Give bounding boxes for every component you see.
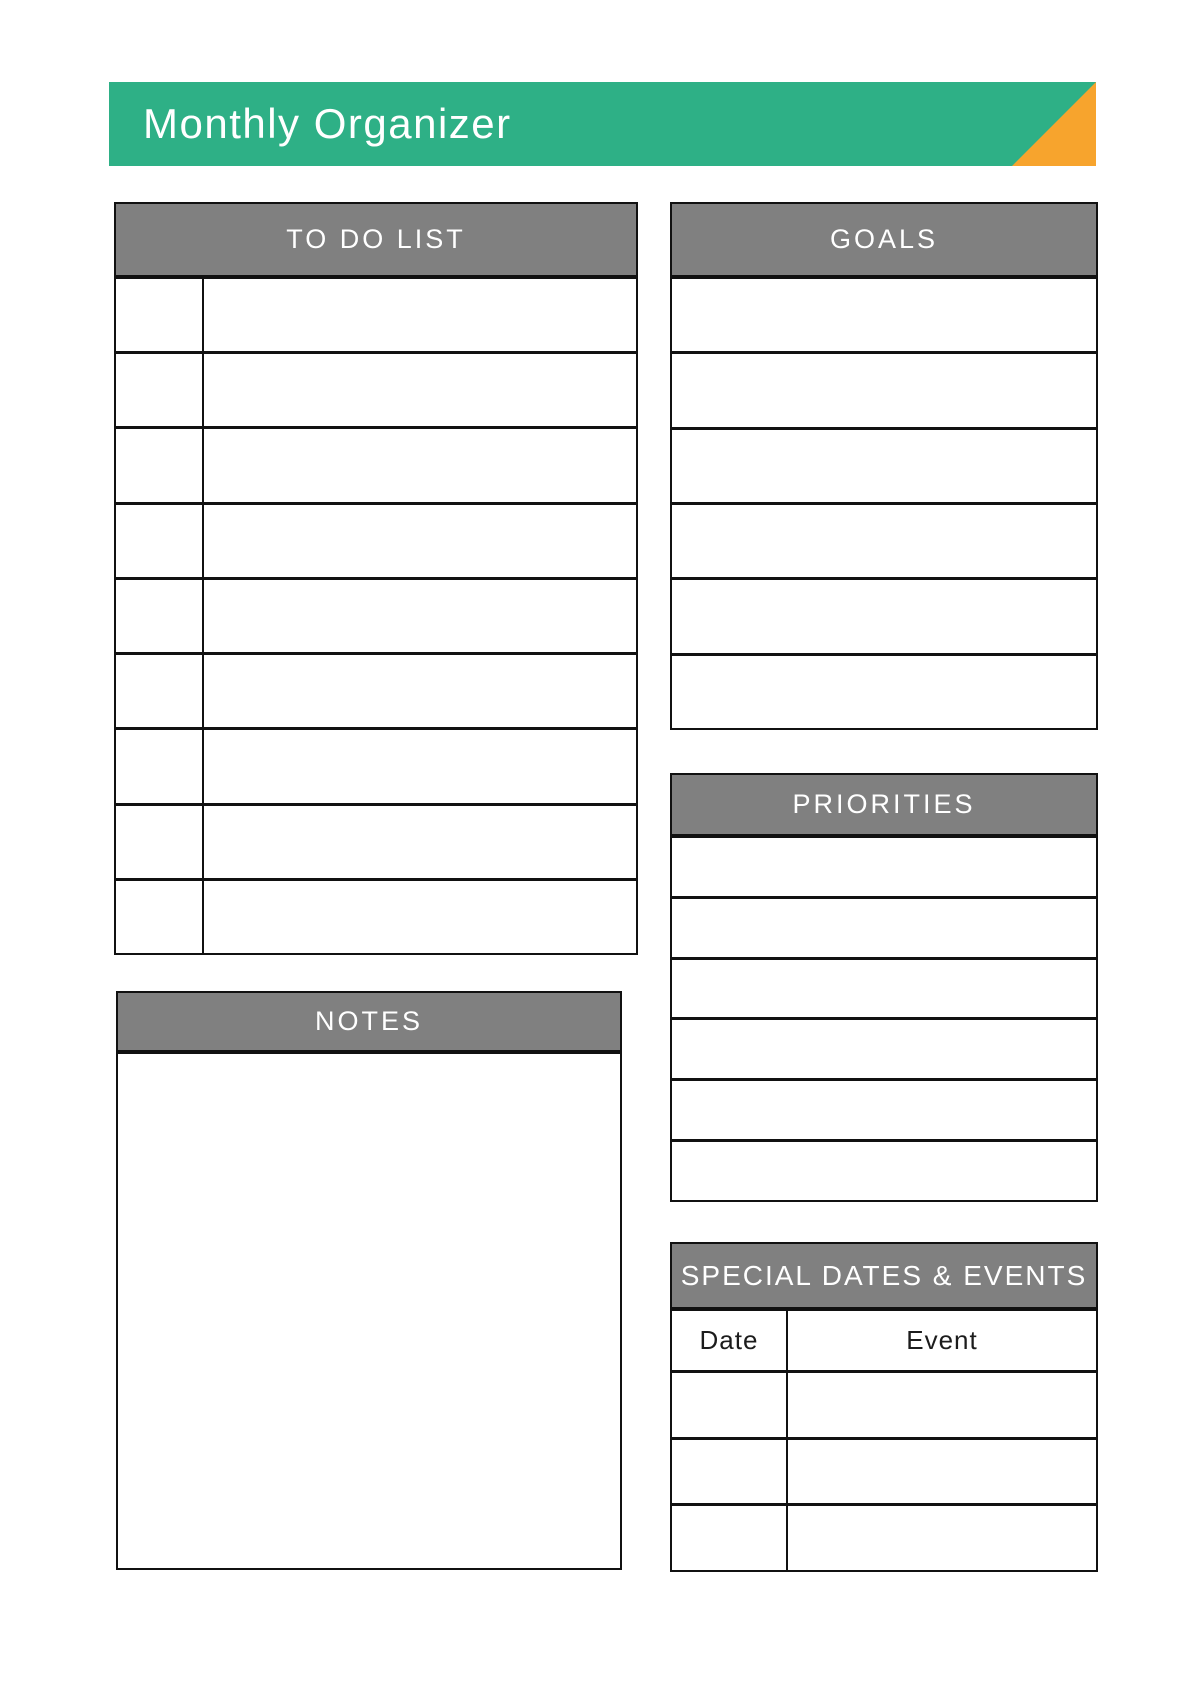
priorities-line-cell: [672, 838, 1096, 896]
todo-task-cell: [204, 505, 636, 577]
todo-checkbox-cell: [116, 279, 204, 351]
todo-section-header: [114, 202, 638, 277]
todo-section-title: TO DO LIST: [286, 224, 466, 254]
special-dates-row: [672, 1503, 1096, 1570]
todo-row: [116, 803, 636, 878]
corner-triangle-decoration: [1012, 82, 1096, 166]
priorities-row: [672, 1078, 1096, 1139]
todo-task-cell: [204, 279, 636, 351]
todo-task-cell: [204, 655, 636, 727]
notes-writing-area: [116, 1052, 622, 1570]
priorities-line-cell: [672, 960, 1096, 1018]
todo-row: [116, 878, 636, 953]
priorities-table: [670, 836, 1098, 1202]
todo-checkbox-cell: [116, 429, 204, 501]
priorities-row: [672, 838, 1096, 896]
todo-checkbox-cell: [116, 505, 204, 577]
todo-row: [116, 426, 636, 501]
event-column-header: Event: [906, 1325, 978, 1355]
special-dates-section-header: [670, 1242, 1098, 1309]
event-cell: [788, 1440, 1096, 1504]
todo-row: [116, 652, 636, 727]
notes-section-title: NOTES: [314, 1006, 423, 1036]
todo-task-cell: [204, 730, 636, 802]
todo-checkbox-cell: [116, 881, 204, 953]
priorities-section-title: PRIORITIES: [792, 789, 976, 819]
date-cell: [672, 1506, 788, 1570]
todo-task-cell: [204, 354, 636, 426]
date-column-header: Date: [672, 1311, 788, 1370]
goals-line-cell: [672, 656, 1096, 728]
todo-task-cell: [204, 429, 636, 501]
page-title: Monthly Organizer: [143, 100, 512, 147]
special-dates-label-row: [672, 1311, 1096, 1373]
todo-row: [116, 577, 636, 652]
priorities-row: [672, 957, 1096, 1018]
date-cell: [672, 1373, 788, 1437]
event-cell: [788, 1506, 1096, 1570]
special-dates-row: [672, 1373, 1096, 1437]
goals-row: [672, 279, 1096, 351]
priorities-line-cell: [672, 1142, 1096, 1200]
todo-row: [116, 502, 636, 577]
goals-row: [672, 351, 1096, 426]
goals-line-cell: [672, 430, 1096, 502]
priorities-section-header: [670, 773, 1098, 836]
todo-task-cell: [204, 881, 636, 953]
goals-line-cell: [672, 279, 1096, 351]
date-cell: [672, 1440, 788, 1504]
priorities-line-cell: [672, 899, 1096, 957]
goals-row: [672, 427, 1096, 502]
special-dates-rows: [672, 1373, 1096, 1570]
todo-row: [116, 279, 636, 351]
priorities-row: [672, 1017, 1096, 1078]
goals-row: [672, 577, 1096, 652]
priorities-row: [672, 896, 1096, 957]
special-dates-row: [672, 1437, 1096, 1504]
todo-task-cell: [204, 806, 636, 878]
todo-task-cell: [204, 580, 636, 652]
goals-line-cell: [672, 580, 1096, 652]
goals-line-cell: [672, 505, 1096, 577]
notes-section-header: [116, 991, 622, 1052]
goals-row: [672, 653, 1096, 728]
goals-line-cell: [672, 354, 1096, 426]
todo-row: [116, 727, 636, 802]
priorities-row: [672, 1139, 1096, 1200]
priorities-line-cell: [672, 1081, 1096, 1139]
goals-table: [670, 277, 1098, 730]
title-banner: [109, 82, 1096, 166]
goals-section-title: GOALS: [829, 224, 939, 254]
todo-checkbox-cell: [116, 806, 204, 878]
todo-table: [114, 277, 638, 955]
priorities-line-cell: [672, 1020, 1096, 1078]
todo-checkbox-cell: [116, 655, 204, 727]
special-dates-section-title: SPECIAL DATES & EVENTS: [680, 1259, 1088, 1291]
event-cell: [788, 1373, 1096, 1437]
goals-section-header: [670, 202, 1098, 277]
todo-checkbox-cell: [116, 580, 204, 652]
todo-checkbox-cell: [116, 730, 204, 802]
special-dates-table: [670, 1309, 1098, 1572]
goals-row: [672, 502, 1096, 577]
todo-checkbox-cell: [116, 354, 204, 426]
todo-row: [116, 351, 636, 426]
